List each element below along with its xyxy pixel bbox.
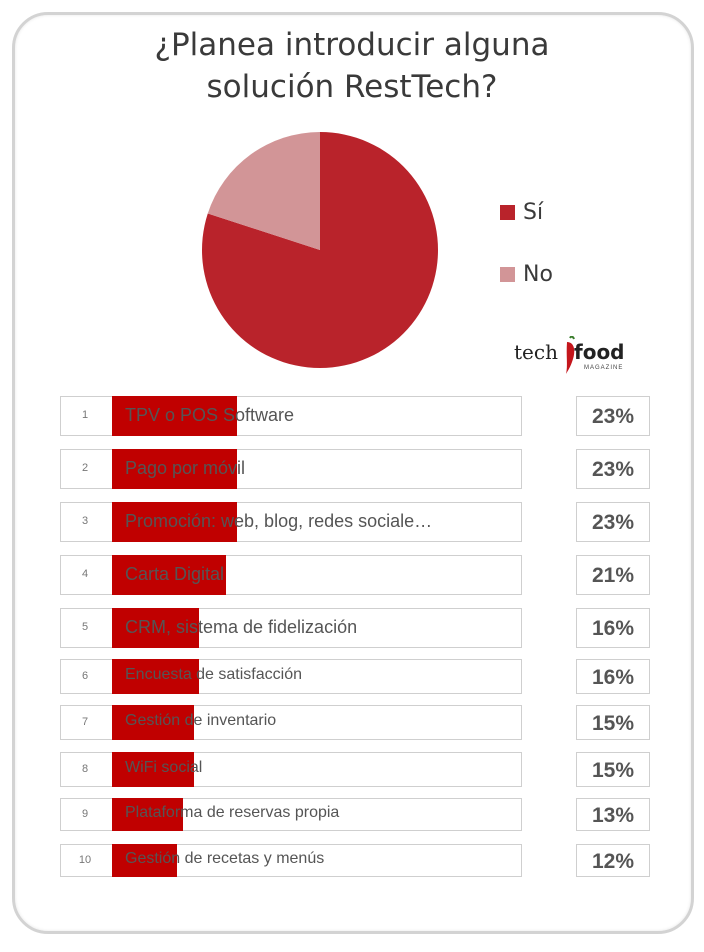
ranking-row [60, 608, 650, 648]
row-percent: 23% [576, 502, 650, 542]
ranking-row [60, 798, 650, 831]
legend-label-no: No [523, 262, 553, 287]
row-rank: 6 [81, 669, 89, 682]
title-line-2: solución RestTech? [206, 69, 498, 105]
row-label: CRM, sistema de fidelización [125, 617, 358, 637]
ranking-row [60, 705, 650, 740]
row-percent: 21% [576, 555, 650, 595]
row-percent: 15% [576, 705, 650, 740]
title-line-1: ¿Planea introducir alguna [154, 27, 550, 63]
row-percent: 16% [576, 608, 650, 648]
legend-label-si: Sí [523, 200, 544, 225]
row-percent: 12% [576, 844, 650, 877]
legend-swatch-si [500, 205, 515, 220]
row-percent: 23% [576, 449, 650, 489]
row-percent: 15% [576, 752, 650, 787]
row-label: Encuesta de satisfacción [125, 665, 302, 683]
ranking-row [60, 752, 650, 787]
row-percent: 23% [576, 396, 650, 436]
row-label: TPV o POS Software [125, 405, 295, 425]
legend-item-si [500, 200, 543, 225]
legend-item-no [500, 262, 553, 287]
legend-swatch-no [500, 267, 515, 282]
row-label: WiFi social [125, 758, 203, 776]
techfood-logo [514, 330, 634, 380]
ranking-row [60, 502, 650, 542]
ranking-row [60, 659, 650, 694]
ranking-row [60, 449, 650, 489]
logo-text-tech: tech [514, 340, 558, 364]
row-rank: 8 [81, 762, 89, 775]
row-label: Plataforma de reservas propia [125, 803, 340, 821]
row-rank: 1 [81, 409, 89, 421]
ranking-row [60, 844, 650, 877]
row-rank: 5 [81, 621, 89, 633]
row-rank: 2 [81, 462, 89, 474]
row-label: Promoción: web, blog, redes sociale… [125, 511, 433, 531]
row-rank: 4 [81, 568, 89, 580]
logo-text-food: food [574, 340, 625, 364]
row-label: Pago por móvil [125, 458, 246, 478]
row-label: Gestión de recetas y menús [125, 849, 325, 867]
row-percent: 16% [576, 659, 650, 694]
ranking-row [60, 396, 650, 436]
row-percent: 13% [576, 798, 650, 831]
row-label: Carta Digital [125, 564, 225, 584]
row-rank: 10 [78, 853, 92, 866]
row-label: Gestión de inventario [125, 711, 277, 729]
ranking-row [60, 555, 650, 595]
logo-text-magazine: MAGAZINE [584, 365, 624, 371]
row-rank: 3 [81, 515, 89, 527]
row-rank: 9 [81, 807, 89, 820]
row-rank: 7 [81, 715, 89, 728]
